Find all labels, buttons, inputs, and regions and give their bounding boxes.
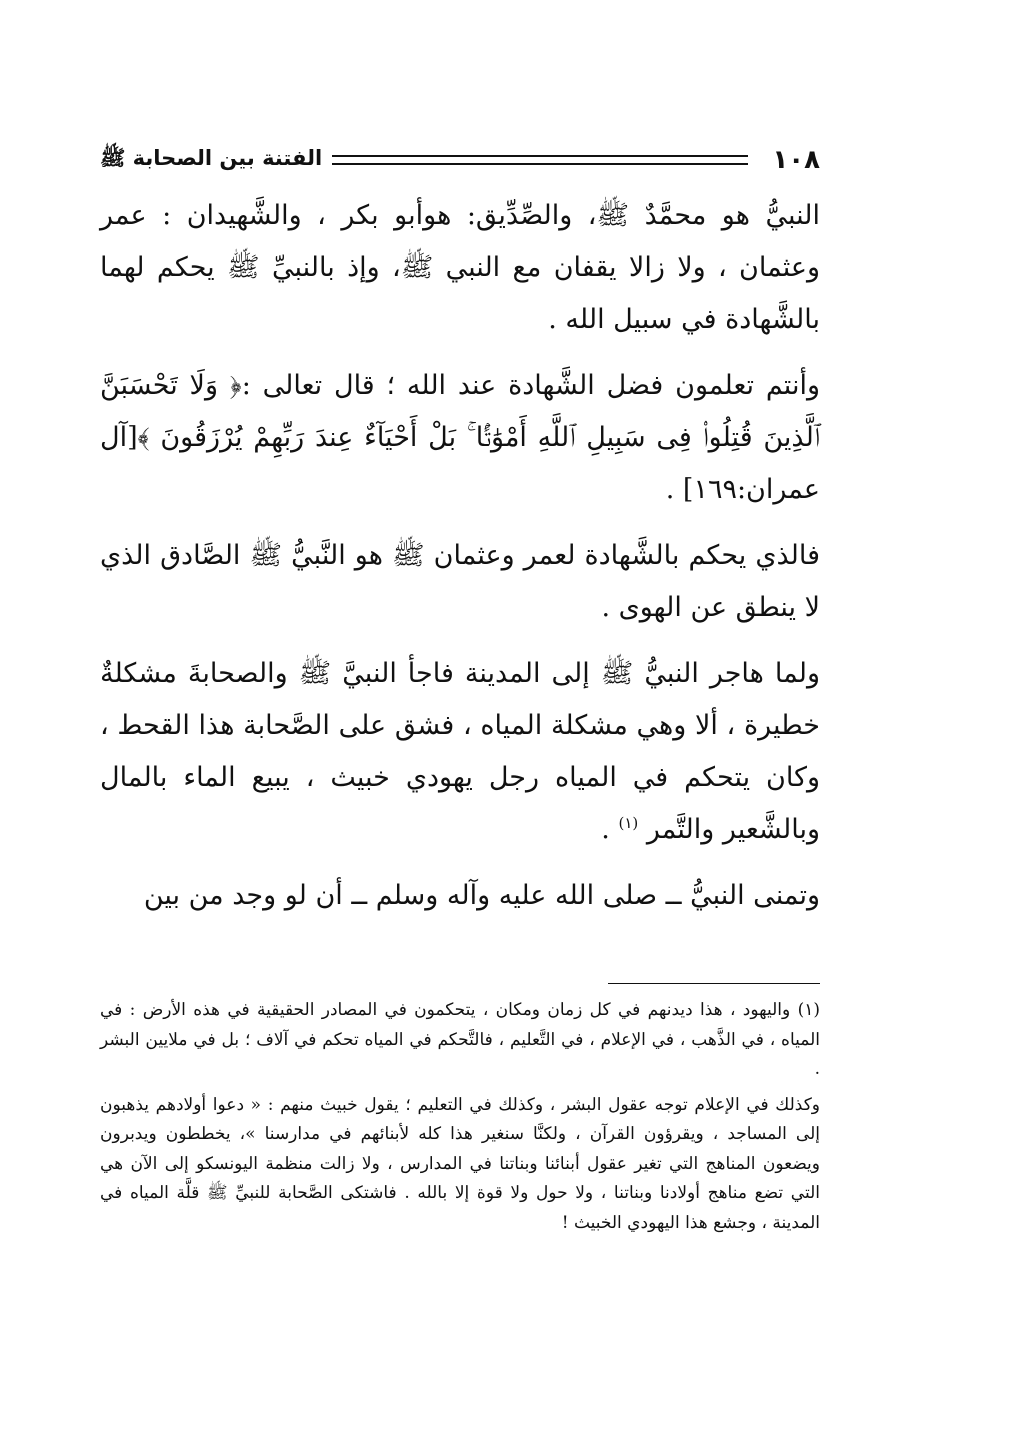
main-text — [100, 190, 820, 936]
page-number: ١٠٨ — [772, 145, 820, 175]
footnote-1-continued: وكذلك في الإعلام توجه عقول البشر ، وكذلك في التعليم ؛ يقول خبيث منهم : « دعوا أولادهم يذهبون إلى المساجد ، ويقرؤون القرآن ، ولكنَّا سنغير هذا كله لأبنائهم في مدارسنا »، يخططون ويدبرون ويضعون المناهج التي تغير عقول أبنائنا وبناتنا في المدارس ، ولا زالت منظمة اليونسكو إلى الآن هي التي تضع مناهج أولادنا وبناتنا ، ولا حول ولا قوة إلا بالله . فاشتكى الصَّحابة للنبيِّ ﷺ قلَّة المياه في المدينة ، وجشع هذا اليهودي الخبيث ! — [100, 1094, 820, 1233]
paragraph-4-end: . — [601, 814, 619, 845]
footnote-reference: (١) — [618, 814, 639, 832]
paragraph-2: وأنتم تعلمون فضل الشَّهادة عند الله ؛ قال تعالى :﴿ وَلَا تَحْسَبَنَّ ٱلَّذِينَ قُتِلُوا۟ فِى سَبِيلِ ٱللَّهِ أَمْوَٰتًۢا ۚ بَلْ أَحْيَآءٌ عِندَ رَبِّهِمْ يُرْزَقُونَ ﴾[آل عمران:١٦٩] . — [100, 370, 820, 505]
paragraph-5: وتمنى النبيُّ ــ صلى الله عليه وآله وسلم ــ أن لو وجد من بين — [143, 880, 820, 911]
paragraph-1: النبيُّ هو محمَّدٌ ﷺ، والصِّدِّيق: هوأبو بكر ، والشَّهيدان : عمر وعثمان ، ولا زالا يقفان مع النبي ﷺ، وإذ بالنبيِّ ﷺ يحكم لهما بالشَّهادة في سبيل الله . — [100, 200, 820, 335]
footnotes — [100, 996, 820, 1244]
footnote-1: (١) واليهود ، هذا ديدنهم في كل زمان ومكان ، يتحكمون في المصادر الحقيقية في هذه الأرض : في المياه ، في الذَّهب ، في الإعلام ، في التَّعليم ، فالتَّحكم في المياه تحكم في آلاف ؛ بل في ملايين البشر . — [100, 1000, 820, 1079]
paragraph-4 — [100, 648, 820, 856]
header-double-rule — [332, 155, 748, 165]
page-header — [100, 140, 820, 180]
paragraph-3: فالذي يحكم بالشَّهادة لعمر وعثمان ﷺ هو النَّبيُّ ﷺ الصَّادق الذي لا ينطق عن الهوى . — [100, 540, 820, 623]
footnote-separator — [608, 983, 820, 984]
paragraph-4-text: ولما هاجر النبيُّ ﷺ إلى المدينة فاجأ النبيَّ ﷺ والصحابةَ مشكلةٌ خطيرة ، ألا وهي مشكلة المياه ، فشق على الصَّحابة هذا القحط ، وكان يتحكم في المياه رجل يهودي خبيث ، يبيع الماء بالمال وبالشَّعير والتَّمر — [100, 658, 820, 845]
running-title: الفتنة بين الصحابة ﷺ — [100, 145, 323, 170]
